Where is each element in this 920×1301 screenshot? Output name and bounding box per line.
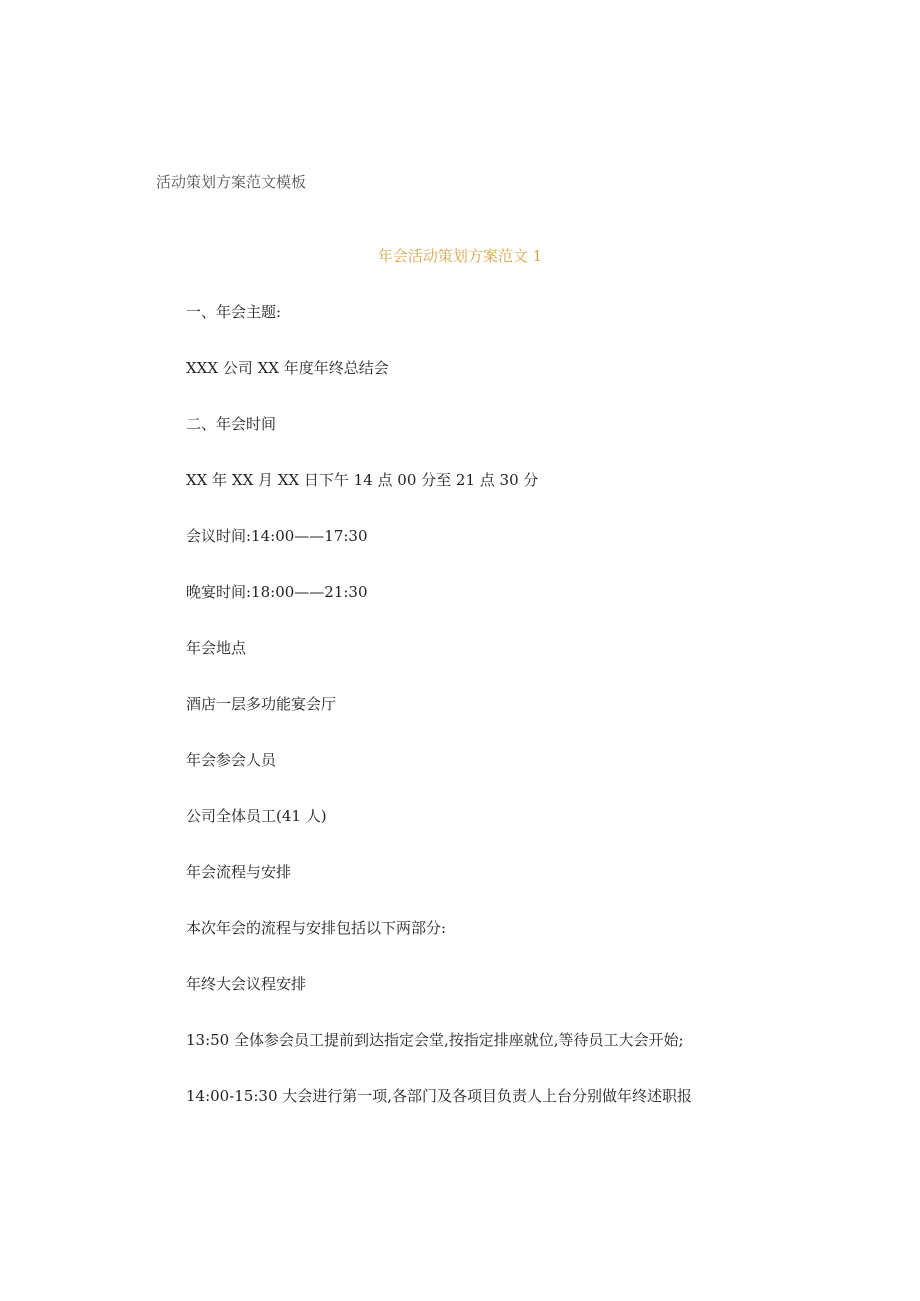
paragraph-line: 年会参会人员 bbox=[186, 751, 277, 769]
paragraph-line: 晚宴时间:18:00——21:30 bbox=[186, 583, 368, 601]
paragraph-line: 会议时间:14:00——17:30 bbox=[186, 527, 368, 545]
paragraph-line: 年会流程与安排 bbox=[186, 863, 292, 881]
document-title: 活动策划方案范文模板 bbox=[156, 173, 307, 191]
paragraph-line: 二、年会时间 bbox=[186, 415, 277, 433]
paragraph-line: XXX 公司 XX 年度年终总结会 bbox=[186, 359, 389, 377]
section-heading bbox=[0, 245, 920, 266]
section-heading-text: 年会活动策划方案范文 1 bbox=[377, 247, 543, 265]
paragraph-line: 公司全体员工(41 人) bbox=[186, 807, 327, 825]
paragraph-line: XX 年 XX 月 XX 日下午 14 点 00 分至 21 点 30 分 bbox=[186, 471, 539, 489]
paragraph-line: 酒店一层多功能宴会厅 bbox=[186, 695, 337, 713]
paragraph-line: 年终大会议程安排 bbox=[186, 975, 307, 993]
paragraph-line: 本次年会的流程与安排包括以下两部分: bbox=[186, 919, 447, 937]
paragraph-line: 14:00-15:30 大会进行第一项,各部门及各项目负责人上台分别做年终述职报 bbox=[186, 1087, 693, 1105]
paragraph-line: 一、年会主题: bbox=[186, 303, 282, 321]
paragraph-line: 13:50 全体参会员工提前到达指定会堂,按指定排座就位,等待员工大会开始; bbox=[186, 1031, 684, 1049]
paragraph-line: 年会地点 bbox=[186, 639, 247, 657]
